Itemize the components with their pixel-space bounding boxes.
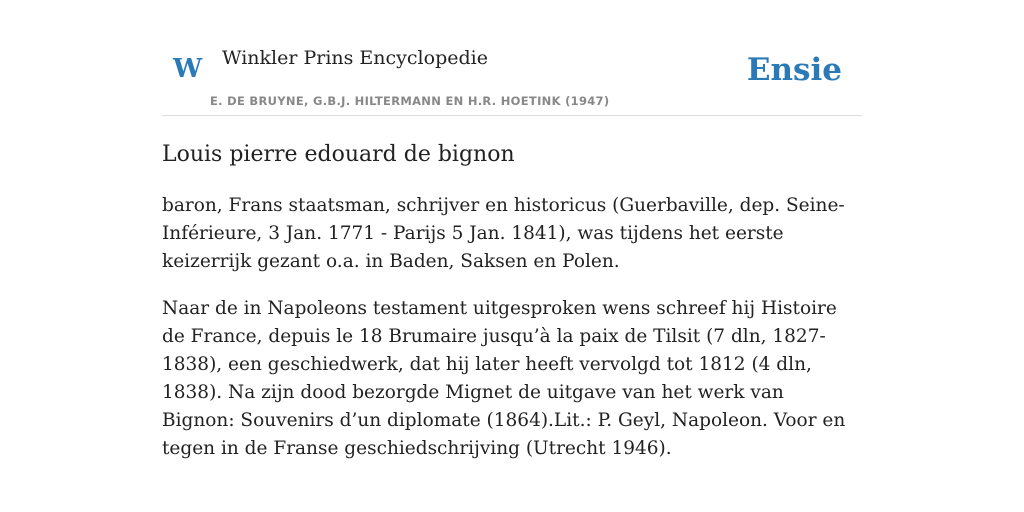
ensie-brand-logo[interactable]: Ensie	[746, 52, 842, 88]
article-title: Louis pierre edouard de bignon	[162, 142, 515, 167]
site-authors: E. DE BRUYNE, G.B.J. HILTERMANN EN H.R. HOETINK (1947)	[210, 94, 610, 108]
article-paragraph-2: Naar de in Napoleons testament uitgesproken wens schreef hij Histoire de France, depuis le 18 Brumaire jusqu’à la paix de Tilsit (7 dln, 1827-1838), een geschiedwerk, dat hij later heeft vervolgd tot 1812 (4 dln, 1838). Na zijn dood bezorgde Mignet de uitgave van het werk van Bignon: Souvenirs d’un diplomate (1864).Lit.: P. Geyl, Napoleon. Voor en tegen in de Franse geschiedschrijving (Utrecht 1946).	[162, 298, 846, 459]
page-container	[162, 0, 862, 512]
site-title[interactable]: Winkler Prins Encyclopedie	[222, 47, 488, 69]
article-paragraph-1: baron, Frans staatsman, schrijver en historicus (Guerbaville, dep. Seine-Inférieure, 3 Jan. 1771 - Parijs 5 Jan. 1841), was tijdens het eerste keizerrijk gezant o.a. in Baden, Saksen en Polen.	[162, 195, 845, 272]
winkler-prins-logo-icon[interactable]: W	[173, 54, 203, 84]
site-header	[162, 0, 862, 116]
article-body	[162, 192, 862, 482]
